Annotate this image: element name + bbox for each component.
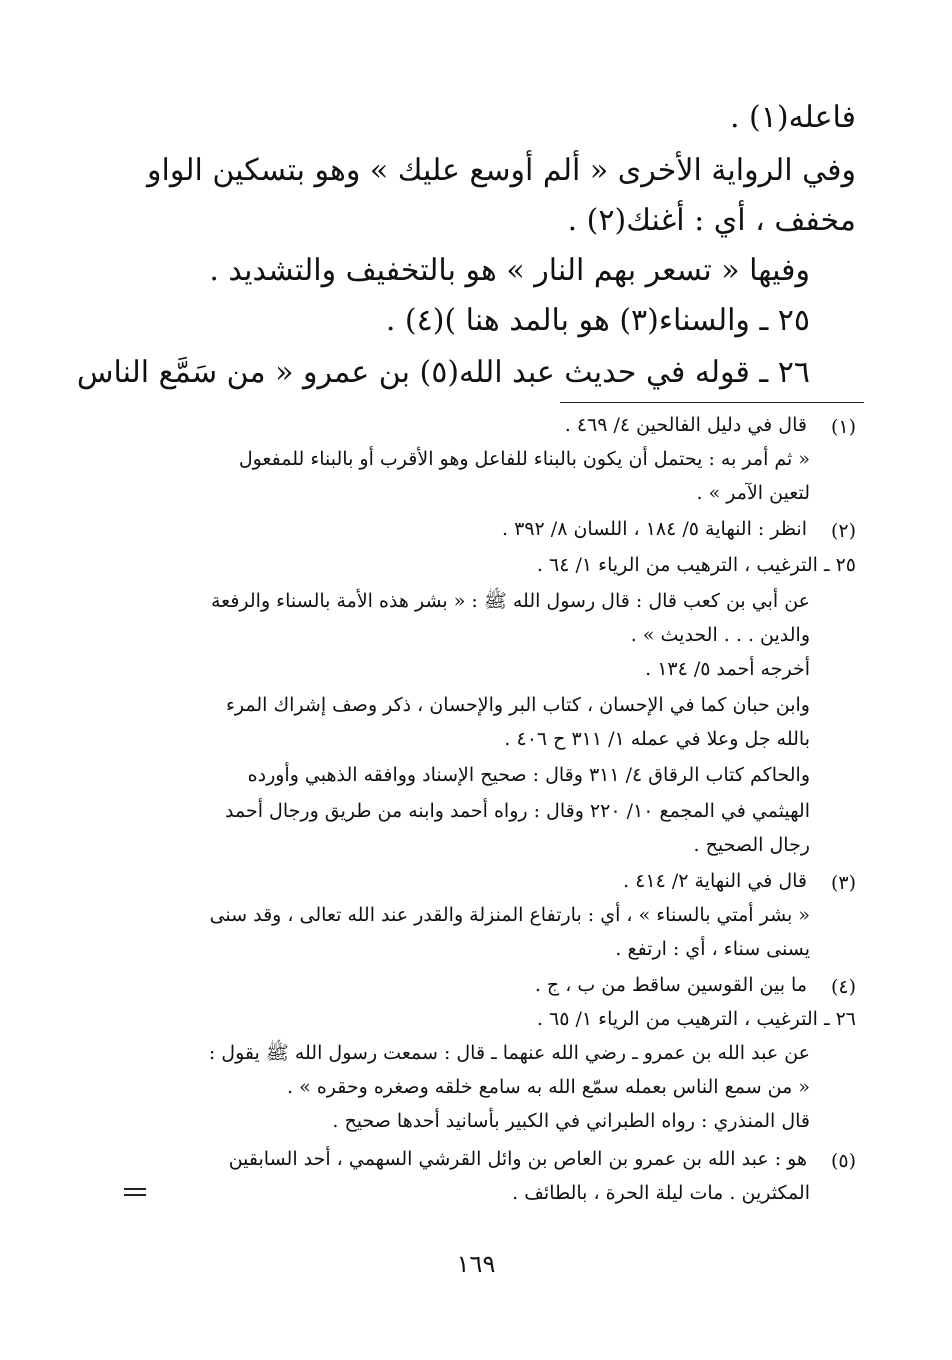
body-line-1: فاعله(١) . (729, 100, 856, 135)
footnote-line: والدين . . . الحديث » . (630, 624, 810, 646)
footnote-number-1: (١) (830, 416, 856, 438)
footnote-line: « من سمع الناس بعمله سمّع الله به سامع خلقه وصغره وحقره » . (287, 1076, 810, 1098)
footnote-line: ما بين القوسين ساقط من ب ، ج . (534, 974, 807, 996)
footnote-line: قال المنذري : رواه الطبراني في الكبير بأسانيد أحدها صحيح . (332, 1110, 810, 1132)
body-line-3: مخفف ، أي : أغنك(٢) . (567, 203, 856, 238)
page-number: ١٦٩ (456, 1250, 496, 1278)
footnote-line: أخرجه أحمد ٥/ ١٣٤ . (645, 658, 810, 680)
footnote-number-3: (٣) (830, 872, 856, 894)
footnote-line: قال في دليل الفالحين ٤/ ٤٦٩ . (564, 414, 807, 436)
footnote-line: الهيثمي في المجمع ١٠/ ٢٢٠ وقال : رواه أحمد وابنه من طريق ورجال أحمد (225, 800, 810, 822)
footnote-line: لتعين الآمر » . (696, 482, 810, 504)
body-line-6: ٢٦ ـ قوله في حديث عبد الله(٥) بن عمرو « من سَمَّع الناس (76, 355, 810, 390)
footnote-line: « ثم أمر به : يحتمل أن يكون بالبناء للفاعل وهو الأقرب أو بالبناء للمفعول (238, 448, 810, 470)
footnote-separator (560, 402, 864, 403)
footnote-line: قال في النهاية ٢/ ٤١٤ . (623, 870, 807, 892)
footnote-line: عن عبد الله بن عمرو ـ رضي الله عنهما ـ قال : سمعت رسول الله ﷺ يقول : (208, 1042, 810, 1064)
footnote-number-5: (٥) (830, 1150, 856, 1172)
footnote-line: رجال الصحيح . (693, 834, 810, 856)
body-line-4: وفيها « تسعر بهم النار » هو بالتخفيف والتشديد . (209, 253, 810, 288)
footnote-line: هو : عبد الله بن عمرو بن العاص بن وائل القرشي السهمي ، أحد السابقين (228, 1148, 807, 1170)
footnote-line: بالله جل وعلا في عمله ١/ ٣١١ ح ٤٠٦ . (504, 728, 810, 750)
body-line-2: وفي الرواية الأخرى « ألم أوسع عليك » وهو بتسكين الواو (147, 153, 856, 188)
footnote-line: ٢٦ ـ الترغيب ، الترهيب من الرياء ١/ ٦٥ . (536, 1008, 856, 1030)
footnote-number-2: (٢) (830, 520, 856, 542)
footnote-line: المكثرين . مات ليلة الحرة ، بالطائف . (512, 1182, 810, 1204)
footnote-line: انظر : النهاية ٥/ ١٨٤ ، اللسان ٨/ ٣٩٢ . (502, 518, 807, 540)
footnote-line: والحاكم كتاب الرقاق ٤/ ٣١١ وقال : صحيح الإسناد ووافقه الذهبي وأورده (247, 764, 810, 786)
body-line-5: ٢٥ ـ والسناء(٣) هو بالمد هنا )(٤) . (385, 303, 810, 338)
continuation-mark (124, 1188, 146, 1196)
footnote-line: عن أبي بن كعب قال : قال رسول الله ﷺ : « بشر هذه الأمة بالسناء والرفعة (210, 590, 810, 612)
footnote-line: « بشر أمتي بالسناء » ، أي : بارتفاع المنزلة والقدر عند الله تعالى ، وقد سنى (209, 904, 810, 926)
footnote-line: وابن حبان كما في الإحسان ، كتاب البر والإحسان ، ذكر وصف إشراك المرء (225, 694, 810, 716)
footnote-line: ٢٥ ـ الترغيب ، الترهيب من الرياء ١/ ٦٤ . (536, 554, 856, 576)
footnote-line: يسنى سناء ، أي : ارتفع . (615, 938, 810, 960)
footnote-number-4: (٤) (830, 976, 856, 998)
